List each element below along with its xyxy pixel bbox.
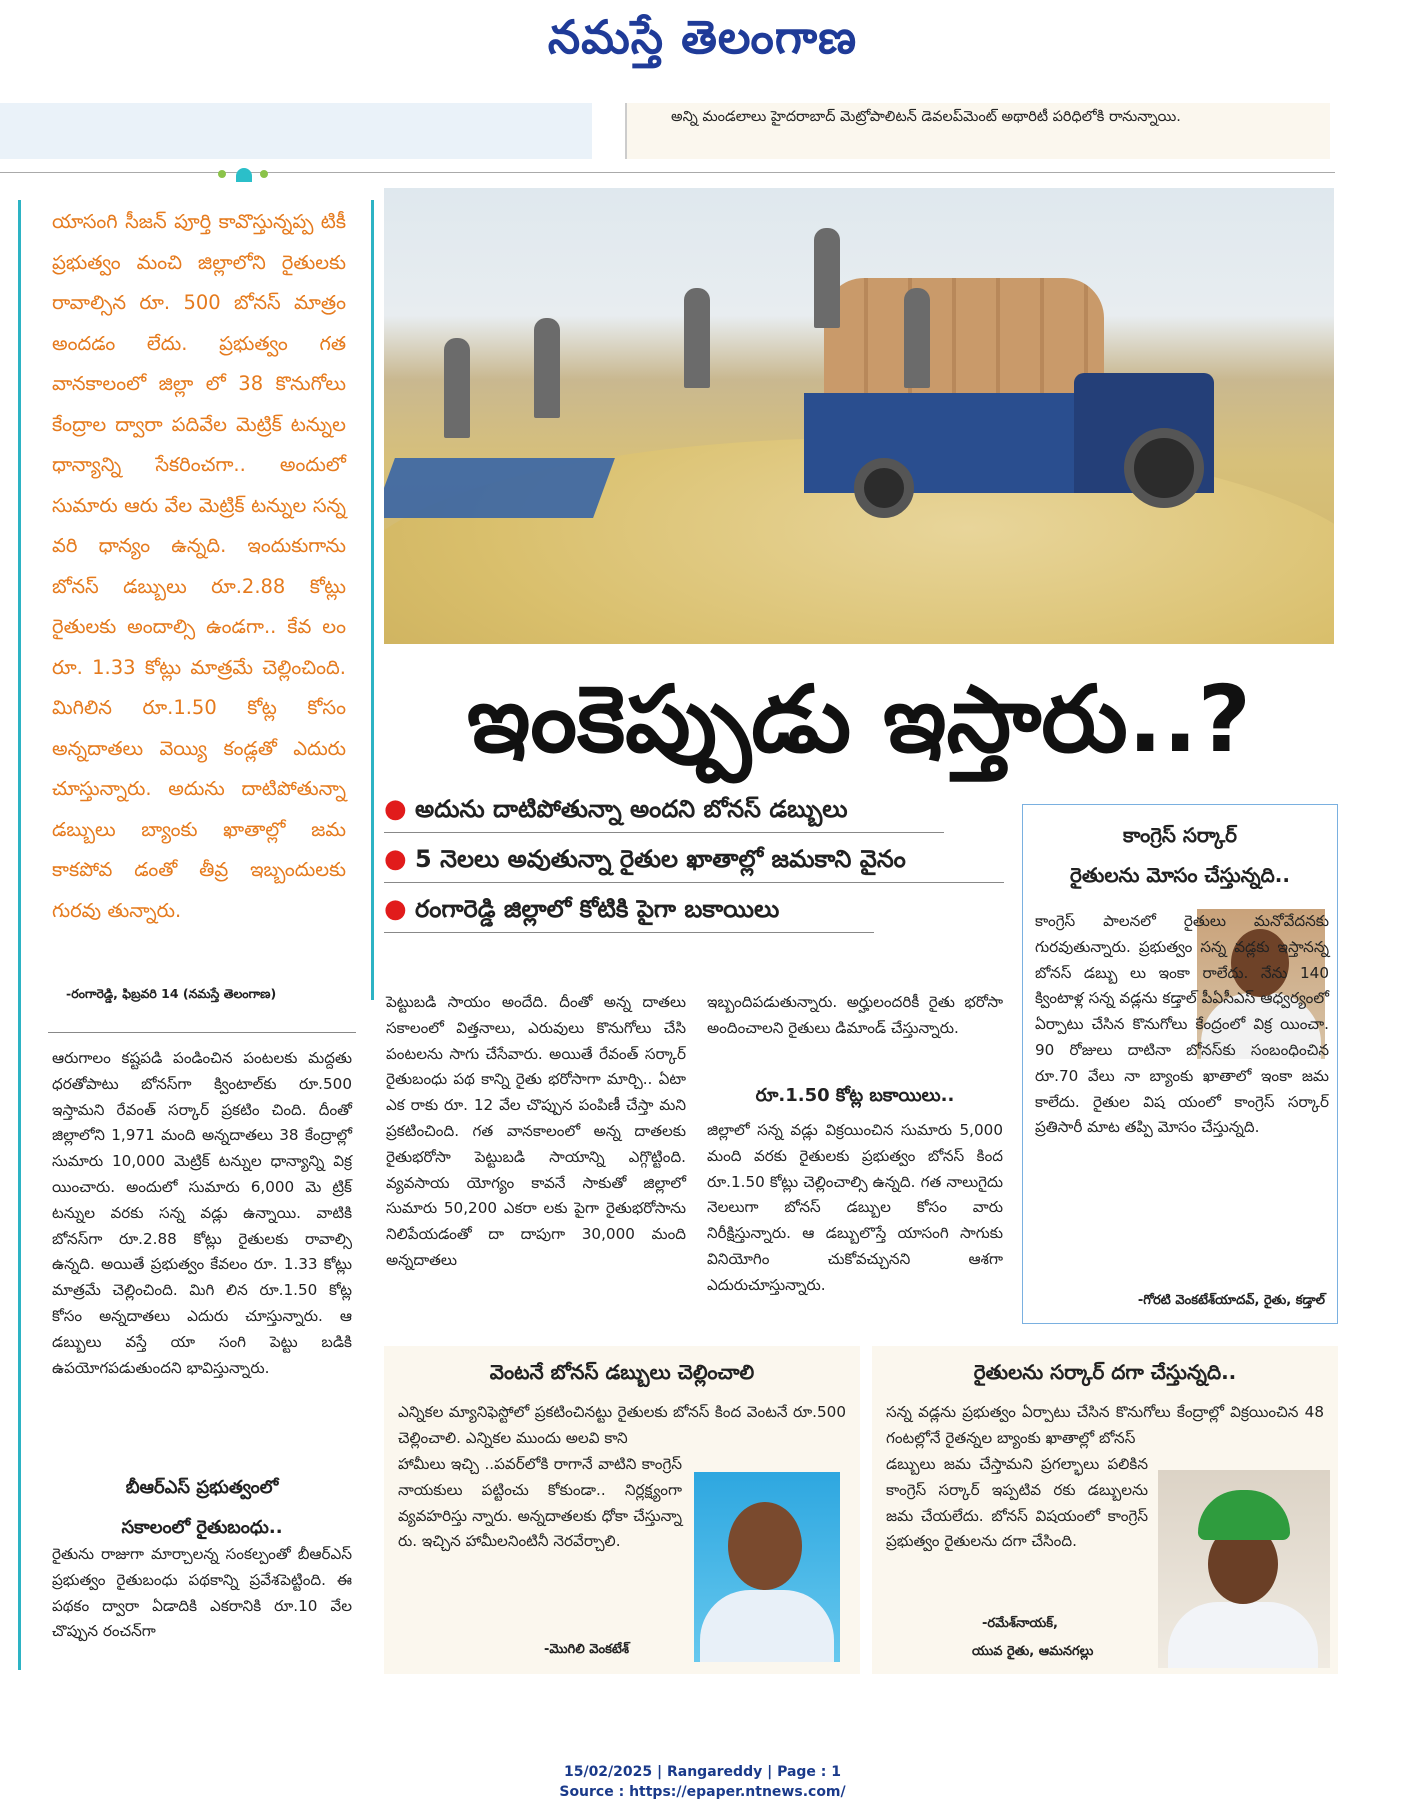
quote-box-title-1: కాంగ్రెస్ సర్కార్: [1122, 823, 1238, 847]
footer-source-link[interactable]: Source : https://epaper.ntnews.com/: [559, 1784, 846, 1800]
decorative-dots-icon: [218, 166, 278, 184]
bullet-2: [384, 836, 1004, 883]
quote-box-2-signature: -మొగిలి వెంకటేశ్: [544, 1642, 630, 1657]
farmers-paddy-photo: [384, 188, 1334, 644]
bullet-text: రంగారెడ్డి జిల్లాలో కోటికి పైగా బకాయిలు: [415, 895, 780, 923]
column-1-text-b: రైతును రాజుగా మార్చాలన్న సంకల్పంతో బీఆర్‌ఎస్ ప్రభుత్వం రైతుబంధు పథకాన్ని ప్రవేశపెట్టింది. ఈ పథకం ద్వారా ఏడాదికి ఎకరానికి రూ.10 వేల చొప్పున రంచన్‌గా: [52, 1545, 352, 1641]
quote-box-2-text: హామీలు ఇచ్చి ..పవర్‌లోకి రాగానే వాటిని కాంగ్రెస్ నాయకులు పట్టించు కోకుండా.. నిర్లక్ష్యంగా వ్యవహరిస్తు న్నారు. అన్నదాతలకు ధోకా చేస్తున్నా రు. ఇచ్చిన హామీలనింటినీ నెరవేర్చాలి.: [398, 1455, 682, 1551]
subhead-line-2: సకాలంలో రైతుబంధు..: [121, 1517, 283, 1538]
quote-box-3-signature-role: యువ రైతు, ఆమనగల్లు: [972, 1644, 1094, 1659]
bullet-text: అదును దాటిపోతున్నా అందని బోనస్ డబ్బులు: [415, 795, 848, 823]
bullet-1: [384, 786, 944, 833]
quote-box-signature: -గోరటి వెంకటేశ్‌యాదవ్, రైతు, కడ్తాల్: [1137, 1293, 1325, 1308]
column-2-text: పెట్టుబడి సాయం అందేది. దీంతో అన్న దాతలు సకాలంలో విత్తనాలు, ఎరువులు కొనుగోలు చేసి పంటలను సాగు చేసేవారు. అయితే రేవంత్ సర్కార్ రైతుబంధు పథ కాన్ని రైతు భరోసాగా మార్చి.. ఏటా ఎక రాకు రూ. 12 వేల చొప్పున పంపిణీ చేస్తా మని ప్రకటించింది. గత వానకాలంలో అన్న దాతలకు రైతుభరోసా పెట్టుబడి సాయాన్ని ఎగ్గొట్టింది. వ్యవసాయ యోగ్యం కావనే సాకుతో జిల్లాలో సుమారు 50,200 ఎకరా లకు పైగా రైతుభరోసాను నిలిపేయడంతో దా దాపుగా 30,000 మంది అన్నదాతలు: [386, 993, 686, 1269]
footer-date-edition: 15/02/2025 | Rangareddy | Page : 1: [563, 1764, 842, 1780]
top-strip-text: అన్ని మండలాలు హైదరాబాద్ మెట్రోపాలిటన్ డెవలప్‌మెంట్ అథారిటీ పరిధిలోకి రానున్నాయి.: [625, 103, 1330, 159]
bullet-dot-icon: ●: [384, 844, 407, 874]
masthead-title: నమస్తే తెలంగాణ: [547, 10, 858, 64]
subhead-line-1: బీఆర్‌ఎస్ ప్రభుత్వంలో: [125, 1477, 279, 1498]
main-headline: ఇంకెప్పుడు ఇస్తారు..?: [467, 666, 1251, 773]
quote-box-young-farmer: [872, 1346, 1338, 1674]
quote-box-3-text-top: సన్న వడ్లను ప్రభుత్వం ఏర్పాటు చేసిన కొనుగోలు కేంద్రాల్లో విక్రయించిన 48 గంటల్లోనే రైతన్నల బ్యాంకు ఖాతాల్లో బోనస్: [886, 1403, 1324, 1447]
dateline: -రంగారెడ్డి, ఫిబ్రవరి 14 (నమస్తే తెలంగాణ): [66, 986, 277, 1001]
young-farmer-portrait: [1158, 1470, 1330, 1668]
column-3-subhead: రూ.1.50 కోట్ల బకాయిలు..: [755, 1085, 955, 1106]
bullet-dot-icon: ●: [384, 794, 407, 824]
lead-summary: యాసంగి సీజన్ పూర్తి కావొస్తున్నప్ప టికీ ప్రభుత్వం మంచి జిల్లాలోని రైతులకు రావాల్సిన రూ. 500 బోనస్ మాత్రం అందడం లేదు. ప్రభుత్వం గత వానకాలంలో జిల్లా లో 38 కొనుగోలు కేంద్రాల ద్వారా పదివేల మెట్రిక్ టన్నుల ధాన్యాన్ని సేకరించగా.. అందులో సుమారు ఆరు వేల మెట్రిక్ టన్నుల సన్న వరి ధాన్యం ఉన్నది. ఇందుకుగాను బోనస్ డబ్బులు రూ.2.88 కోట్లు రైతులకు అందాల్సి ఉండగా.. కేవ లం రూ. 1.33 కోట్లు మాత్రమే చెల్లించింది. మిగిలిన రూ.1.50 కోట్ల కోసం అన్నదాతలు వెయ్యి కండ్లతో ఎదురు చూస్తున్నారు. అదును దాటిపోతున్నా డబ్బులు బ్యాంకు ఖాతాల్లో జమ కాకపోవ డంతో తీవ్ర ఇబ్బందులకు గురవు తున్నారు.: [52, 210, 346, 922]
column-3-text-b: జిల్లాలో సన్న వడ్లు విక్రయించిన సుమారు 5,000 మంది వరకు రైతులకు ప్రభుత్వం బోనస్ కింద రూ.1.50 కోట్లు చెల్లించాల్సి ఉన్నది. గత నాలుగైదు నెలలుగా బోనస్ డబ్బుల కోసం వారు నిరీక్షిస్తున్నారు. ఆ డబ్బులొస్తే యాసంగి సాగుకు వినియోగిం చుకోవచ్చునని ఆశగా ఎదురుచూస్తున్నారు.: [707, 1121, 1003, 1294]
lead-accent-bar: [371, 200, 374, 1000]
quote-box-title-2: రైతులను మోసం చేస్తున్నది..: [1069, 863, 1290, 887]
top-strip-left: [0, 103, 592, 159]
quote-box-farmer: [1022, 804, 1338, 1324]
top-divider: [0, 172, 1335, 173]
leader-portrait: [694, 1472, 840, 1662]
quote-box-2-text-top: ఎన్నికల మ్యానిఫెస్టోలో ప్రకటించినట్టు రైతులకు బోనస్ కింద వెంటనే రూ.500 చెల్లించాలి. ఎన్నికల ముందు అలవి కాని: [398, 1403, 846, 1447]
page-footer: [0, 1762, 1405, 1802]
left-accent-bar: [18, 200, 21, 1670]
bullet-3: [384, 886, 874, 933]
masthead: [0, 10, 1405, 80]
quote-box-text: కాంగ్రెస్ పాలనలో రైతులు మనోవేదనకు గురవుతున్నారు. ప్రభుత్వం సన్న వడ్లకు ఇస్తానన్న బోనస్ డబ్బు లు ఇంకా రాలేదు. నేను 140 క్వింటాళ్ల సన్న వడ్లను కడ్తాల్ పీఏసీఎస్ ఆధ్వర్యంలో ఏర్పాటు చేసిన కొనుగోలు కేంద్రంలో విక్ర యించా. 90 రోజులు దాటినా బోనస్‌కు సంబంధించిన రూ.70 వేలు నా బ్యాంకు ఖాతాలో ఇంకా జమ కాలేదు. రైతుల విష యంలో కాంగ్రెస్ సర్కార్ ప్రతిసారీ మాట తప్పి మోసం చేస్తున్నది.: [1035, 912, 1329, 1137]
column-3-text: ఇబ్బందిపడుతున్నారు. అర్హులందరికీ రైతు భరోసా అందించాలని రైతులు డిమాండ్ చేస్తున్నారు.: [707, 993, 1003, 1037]
lead-divider: [48, 1032, 356, 1033]
column-1-text: ఆరుగాలం కష్టపడి పండించిన పంటలకు మద్దతు ధరతోపాటు బోనస్‌గా క్వింటాల్‌కు రూ.500 ఇస్తామని రేవంత్ సర్కార్ ప్రకటిం చింది. దీంతో జిల్లాలోని 1,971 మంది అన్నదాతలు 38 కేంద్రాల్లో సుమారు 10,000 మెట్రిక్ టన్నుల ధాన్యాన్ని విక్ర యించారు. అందులో సుమారు 6,000 మె ట్రిక్ టన్నుల వరకు సన్న వడ్లు ఉన్నాయి. వాటికి బోనస్‌గా రూ.2.88 కోట్లు రైతులకు రావాల్సి ఉన్నది. అయితే ప్రభుత్వం కేవలం రూ. 1.33 కోట్లు మాత్రమే చెల్లించింది. మిగి లిన రూ.1.50 కోట్ల కోసం అన్నదాతలు ఎదురు చూస్తున్నారు. ఆ డబ్బులు వస్తే యా సంగి పెట్టు బడికి ఉపయోగపడుతుందని భావిస్తున్నారు.: [52, 1049, 352, 1377]
column-1-subhead: [52, 1468, 352, 1548]
quote-box-3-text: డబ్బులు జమ చేస్తామని ప్రగల్భాలు పలికిన కాంగ్రెస్ సర్కార్ ఇప్పటివ రకు డబ్బులను జమ చేయలేదు. బోనస్ విషయంలో కాంగ్రెస్ ప్రభుత్వం రైతులను దగా చేసింది.: [886, 1455, 1148, 1551]
quote-box-2-title: వెంటనే బోనస్ డబ్బులు చెల్లించాలి: [489, 1360, 755, 1384]
bullet-text: 5 నెలలు అవుతున్నా రైతుల ఖాతాల్లో జమకాని వైనం: [415, 845, 906, 873]
quote-box-3-title: రైతులను సర్కార్ దగా చేస్తున్నది..: [973, 1360, 1237, 1384]
bullet-dot-icon: ●: [384, 894, 407, 924]
quote-box-leader: [384, 1346, 860, 1674]
quote-box-3-signature-name: -రమేశ్‌నాయక్,: [982, 1616, 1058, 1631]
